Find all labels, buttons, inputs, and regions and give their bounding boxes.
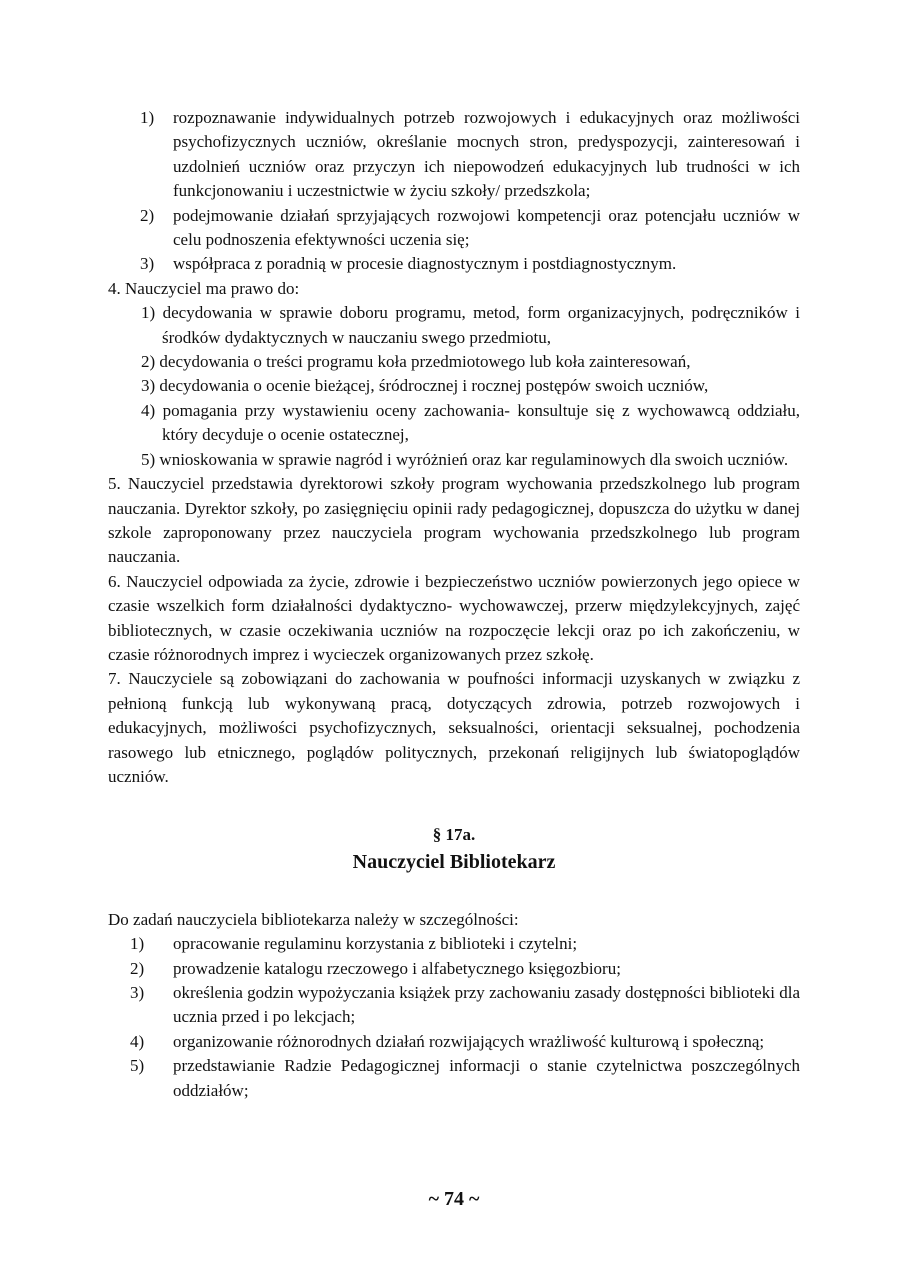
section-title: Nauczyciel Bibliotekarz	[352, 850, 556, 873]
list-item	[108, 252, 800, 276]
list-item	[108, 1054, 800, 1103]
list-item	[108, 981, 800, 1030]
list-number: 5)	[130, 1056, 145, 1076]
list-text: podejmowanie działań sprzyjających rozwojowi kompetencji oraz potencjału uczniów w celu podnoszenia efektywności uczenia się;	[173, 205, 800, 250]
section-number: § 17a.	[432, 825, 476, 845]
list-number: 3)	[140, 254, 155, 274]
list-text: określenia godzin wypożyczania książek przy zachowaniu zasady dostępności biblioteki dla ucznia przed i po lekcjach;	[173, 983, 800, 1027]
list-item: 1) decydowania w sprawie doboru programu, metod, form organizacyjnych, podręczników i środków dydaktycznych w nauczaniu swego przedmiotu,	[141, 303, 800, 347]
list-text: opracowanie regulaminu korzystania z biblioteki i czytelni;	[173, 934, 578, 954]
list-number: 4)	[130, 1031, 145, 1051]
section-intro: Do zadań nauczyciela bibliotekarza należy w szczególności:	[108, 909, 519, 929]
list-item	[108, 204, 800, 253]
list-item	[108, 957, 800, 981]
list-item: 2) decydowania o treści programu koła przedmiotowego lub koła zainteresowań,	[141, 352, 691, 372]
list-text: prowadzenie katalogu rzeczowego i alfabetycznego księgozbioru;	[173, 958, 621, 978]
list-item: 3) decydowania o ocenie bieżącej, śródrocznej i rocznej postępów swoich uczniów,	[141, 376, 709, 396]
list-text: przedstawianie Radzie Pedagogicznej informacji o stanie czytelnictwa poszczególnych oddziałów;	[173, 1056, 800, 1100]
point-5: 5. Nauczyciel przedstawia dyrektorowi szkoły program wychowania przedszkolnego lub program nauczania. Dyrektor szkoły, po zasięgnięciu opinii rady pedagogicznej, dopuszcza do użytku w danej szkole zaproponowany przez nauczyciela program wychowania przedszkolnego lub program nauczania.	[108, 474, 800, 567]
teacher-rights-list	[108, 301, 800, 472]
page-number: ~ 74 ~	[428, 1188, 480, 1210]
list-number: 1)	[140, 108, 155, 127]
list-item	[108, 932, 800, 956]
point-6: 6. Nauczyciel odpowiada za życie, zdrowie i bezpieczeństwo uczniów powierzonych jego opiece w czasie wszelkich form działalności dydaktyczno- wychowawczej, przerw międzylekcyjnych, zajęć bibliotecznych, w czasie oczekiwania uczniów na rozpoczęcie lekcji oraz po ich zakończeniu, w czasie różnorodnych imprez i wycieczek organizowanych przez szkołę.	[108, 571, 800, 664]
point-4-heading: 4. Nauczyciel ma prawo do:	[108, 278, 300, 298]
list-number: 2)	[140, 205, 155, 225]
librarian-duties-list	[108, 932, 800, 1103]
point-7: 7. Nauczyciele są zobowiązani do zachowania w poufności informacji uzyskanych w związku z pełnioną funkcją lub wykonywaną pracą, dotyczących zdrowia, potrzeb rozwojowych i edukacyjnych, możliwości psychofizycznych, seksualności, orientacji seksualnej, pochodzenia rasowego lub etnicznego, poglądów politycznych, przekonań religijnych lub światopoglądów uczniów.	[108, 669, 800, 786]
list-top	[108, 106, 800, 277]
list-number: 1)	[130, 934, 145, 954]
list-item	[108, 106, 800, 204]
list-number: 3)	[130, 983, 145, 1002]
list-item: 5) wnioskowania w sprawie nagród i wyróżnień oraz kar regulaminowych dla swoich uczniów.	[141, 449, 789, 469]
list-number: 2)	[130, 958, 145, 978]
list-item: 4) pomagania przy wystawieniu oceny zachowania- konsultuje się z wychowawcą oddziału, który decyduje o ocenie ostatecznej,	[141, 400, 800, 445]
list-text: rozpoznawanie indywidualnych potrzeb rozwojowych i edukacyjnych oraz możliwości psychofizycznych uczniów, określanie mocnych stron, predyspozycji, zainteresowań i uzdolnień uczniów oraz przyczyn ich niepowodzeń edukacyjnych lub trudności w ich funkcjonowaniu i uczestnictwie w życiu szkoły/ przedszkola;	[173, 108, 800, 201]
page-content	[108, 106, 800, 1103]
list-text: współpraca z poradnią w procesie diagnostycznym i postdiagnostycznym.	[173, 254, 677, 274]
list-text: organizowanie różnorodnych działań rozwijających wrażliwość kulturową i społeczną;	[173, 1031, 765, 1051]
list-item	[108, 1030, 800, 1054]
